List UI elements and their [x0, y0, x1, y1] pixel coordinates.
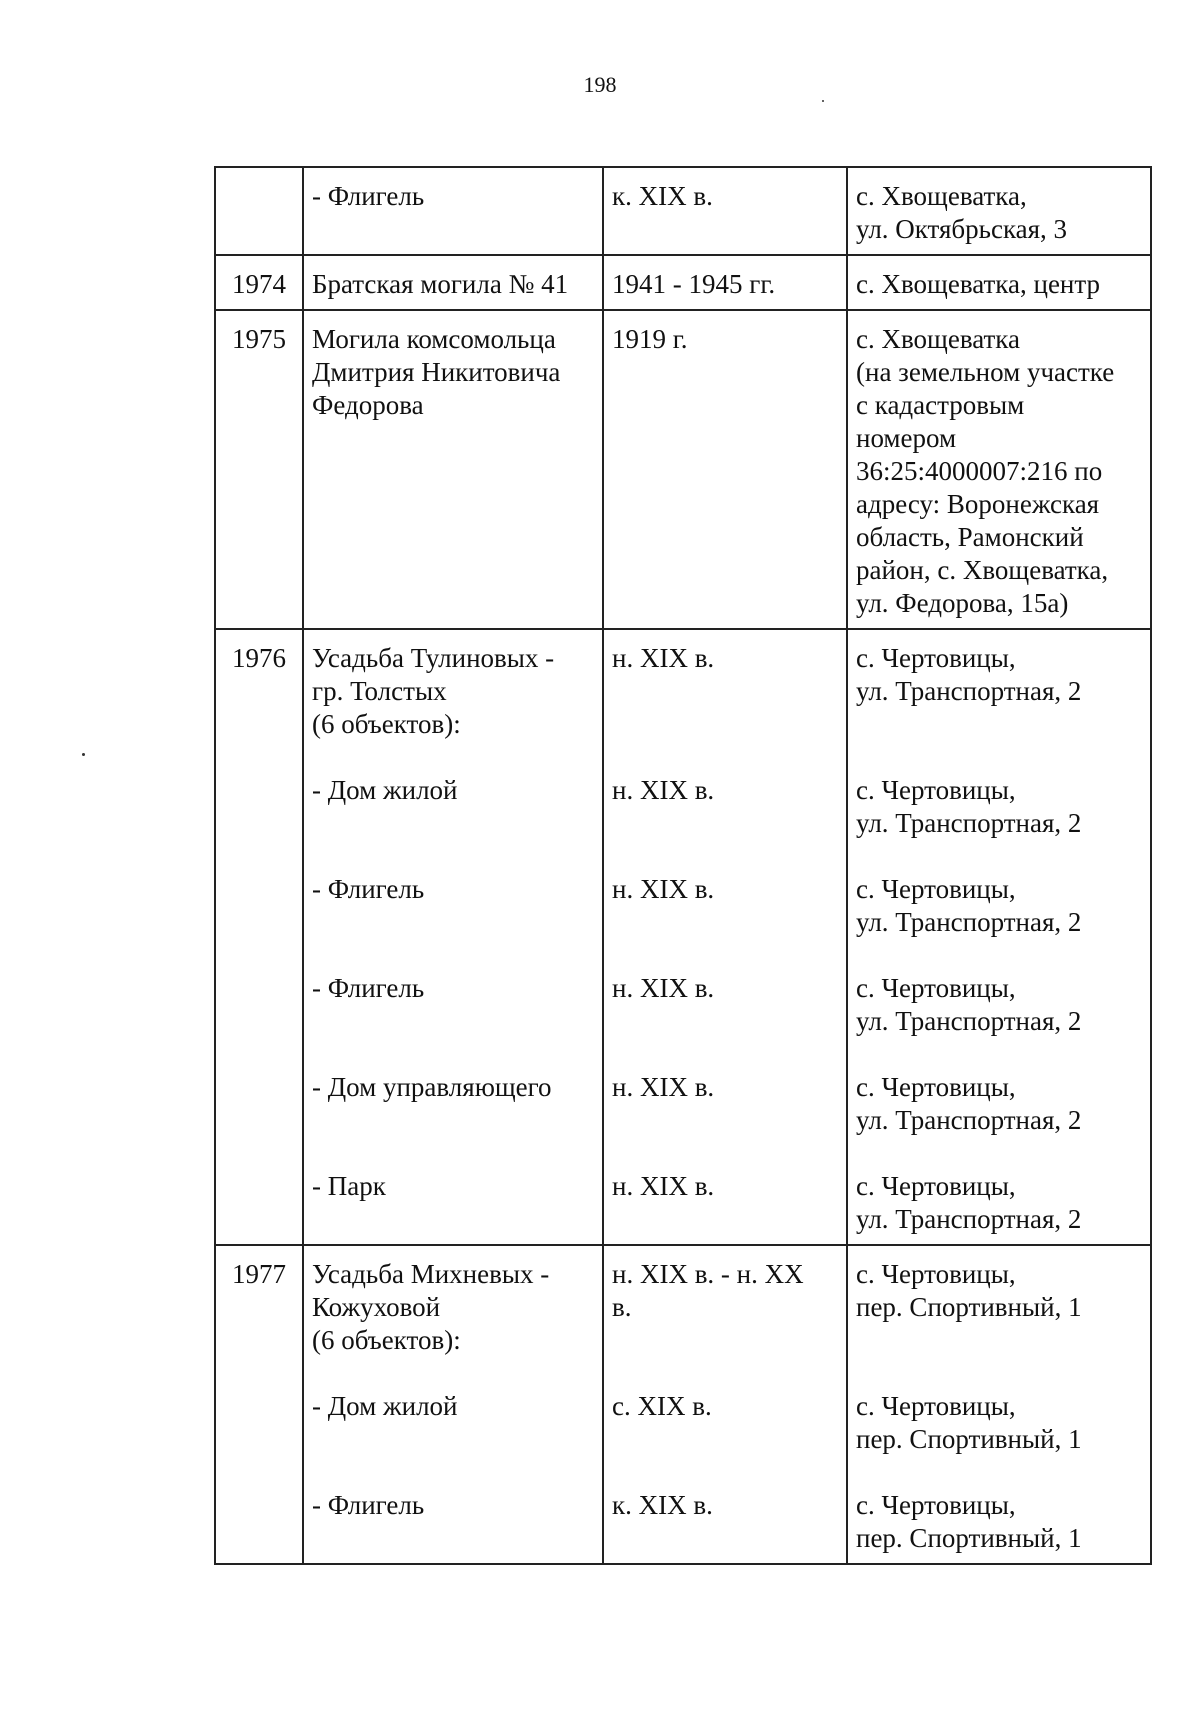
- registry-number-cell: 1975: [215, 310, 303, 629]
- dating-subitem: [612, 972, 838, 1071]
- dating-line: с. XIX в.: [612, 1391, 712, 1421]
- object-name-line: Усадьба Михневых -: [312, 1259, 550, 1289]
- scan-artifact-dot: [82, 753, 85, 756]
- dating-cell: [603, 629, 847, 1245]
- address-line: с. Чертовицы,: [856, 973, 1016, 1003]
- dating-line: н. XIX в. - н. XX: [612, 1259, 804, 1289]
- object-name-cell: [303, 1245, 603, 1564]
- address-line: ул. Транспортная, 2: [856, 1105, 1082, 1135]
- address-line: 36:25:4000007:216 по: [856, 456, 1103, 486]
- scan-artifact-dot: [822, 100, 824, 102]
- dating-subitem: [612, 1390, 838, 1489]
- address-line: ул. Транспортная, 2: [856, 1204, 1082, 1234]
- object-name-subitem: [312, 774, 594, 873]
- address-cell: [847, 310, 1151, 629]
- dating-cell: [603, 255, 847, 310]
- object-name-line: (6 объектов):: [312, 1325, 461, 1355]
- object-name-cell: [303, 255, 603, 310]
- heritage-objects-table: [214, 166, 1152, 1565]
- address-line: номером: [856, 423, 957, 453]
- address-line: с. Чертовицы,: [856, 1072, 1016, 1102]
- dating-subitem: [612, 1258, 838, 1390]
- address-line: пер. Спортивный, 1: [856, 1424, 1082, 1454]
- address-line: ул. Транспортная, 2: [856, 676, 1082, 706]
- object-name-line: - Дом жилой: [312, 775, 458, 805]
- object-name-line: Могила комсомольца: [312, 324, 556, 354]
- address-line: с. Чертовицы,: [856, 643, 1016, 673]
- object-name-cell: [303, 310, 603, 629]
- object-name-line: Кожуховой: [312, 1292, 441, 1322]
- address-line: с. Чертовицы,: [856, 1490, 1016, 1520]
- address-line: ул. Федорова, 15а): [856, 588, 1069, 618]
- address-line: с. Чертовицы,: [856, 1259, 1016, 1289]
- address-subitem: [856, 1390, 1142, 1489]
- address-line: пер. Спортивный, 1: [856, 1523, 1082, 1553]
- dating-subitem: [612, 1170, 838, 1236]
- address-line: пер. Спортивный, 1: [856, 1292, 1082, 1322]
- table-row: [215, 255, 1151, 310]
- object-name-subitem: [312, 1390, 594, 1489]
- address-subitem: [856, 1258, 1142, 1390]
- dating-line: н. XIX в.: [612, 1072, 715, 1102]
- dating-line: 1919 г.: [612, 324, 688, 354]
- object-name-line: - Флигель: [312, 181, 425, 211]
- address-subitem: [856, 1170, 1142, 1236]
- address-line: район, с. Хвощеватка,: [856, 555, 1109, 585]
- object-name-subitem: [312, 1071, 594, 1170]
- dating-subitem: [612, 1071, 838, 1170]
- object-name-line: гр. Толстых: [312, 676, 447, 706]
- object-name-line: Усадьба Тулиновых -: [312, 643, 555, 673]
- object-name-line: - Флигель: [312, 973, 425, 1003]
- dating-subitem: [612, 642, 838, 774]
- address-cell: [847, 629, 1151, 1245]
- address-subitem: [856, 972, 1142, 1071]
- registry-number-cell: 1974: [215, 255, 303, 310]
- address-cell: [847, 167, 1151, 255]
- registry-number-cell: 1977: [215, 1245, 303, 1564]
- object-name-line: - Парк: [312, 1171, 386, 1201]
- object-name-subitem: [312, 1170, 594, 1236]
- object-name-subitem: [312, 1258, 594, 1390]
- address-line: с кадастровым: [856, 390, 1025, 420]
- object-name-line: - Дом жилой: [312, 1391, 458, 1421]
- address-subitem: [856, 642, 1142, 774]
- dating-line: н. XIX в.: [612, 874, 715, 904]
- dating-line: в.: [612, 1292, 632, 1322]
- page-number: 198: [583, 72, 617, 97]
- object-name-cell: [303, 629, 603, 1245]
- object-name-cell: [303, 167, 603, 255]
- registry-number-cell: 1976: [215, 629, 303, 1245]
- address-line: ул. Транспортная, 2: [856, 808, 1082, 838]
- dating-cell: [603, 167, 847, 255]
- object-name-line: Братская могила № 41: [312, 269, 569, 299]
- address-line: ул. Транспортная, 2: [856, 1006, 1082, 1036]
- table-row: [215, 1245, 1151, 1564]
- address-line: ул. Транспортная, 2: [856, 907, 1082, 937]
- address-line: с. Хвощеватка,: [856, 181, 1027, 211]
- table-row: [215, 629, 1151, 1245]
- dating-subitem: [612, 873, 838, 972]
- address-subitem: [856, 1489, 1142, 1555]
- object-name-line: - Дом управляющего: [312, 1072, 552, 1102]
- object-name-line: - Флигель: [312, 1490, 425, 1520]
- object-name-subitem: [312, 972, 594, 1071]
- dating-line: к. XIX в.: [612, 1490, 713, 1520]
- object-name-line: - Флигель: [312, 874, 425, 904]
- address-line: ул. Октябрьская, 3: [856, 214, 1068, 244]
- dating-line: 1941 - 1945 гг.: [612, 269, 776, 299]
- dating-cell: [603, 1245, 847, 1564]
- dating-line: н. XIX в.: [612, 775, 715, 805]
- object-name-subitem: [312, 642, 594, 774]
- address-line: с. Хвощеватка, центр: [856, 269, 1101, 299]
- object-name-subitem: [312, 873, 594, 972]
- address-cell: [847, 1245, 1151, 1564]
- dating-line: н. XIX в.: [612, 643, 715, 673]
- dating-line: н. XIX в.: [612, 1171, 715, 1201]
- address-line: с. Чертовицы,: [856, 1391, 1016, 1421]
- dating-subitem: [612, 1489, 838, 1555]
- address-line: адресу: Воронежская: [856, 489, 1100, 519]
- registry-number-cell: [215, 167, 303, 255]
- address-line: (на земельном участке: [856, 357, 1115, 387]
- address-line: с. Чертовицы,: [856, 775, 1016, 805]
- address-subitem: [856, 1071, 1142, 1170]
- address-line: область, Рамонский: [856, 522, 1084, 552]
- object-name-subitem: [312, 1489, 594, 1555]
- object-name-line: Дмитрия Никитовича: [312, 357, 561, 387]
- object-name-line: Федорова: [312, 390, 424, 420]
- table-row: [215, 310, 1151, 629]
- address-subitem: [856, 873, 1142, 972]
- address-cell: [847, 255, 1151, 310]
- dating-line: к. XIX в.: [612, 181, 713, 211]
- address-line: с. Чертовицы,: [856, 874, 1016, 904]
- address-line: с. Чертовицы,: [856, 1171, 1016, 1201]
- dating-subitem: [612, 774, 838, 873]
- dating-line: н. XIX в.: [612, 973, 715, 1003]
- address-subitem: [856, 774, 1142, 873]
- table-row: [215, 167, 1151, 255]
- address-line: с. Хвощеватка: [856, 324, 1020, 354]
- object-name-line: (6 объектов):: [312, 709, 461, 739]
- dating-cell: [603, 310, 847, 629]
